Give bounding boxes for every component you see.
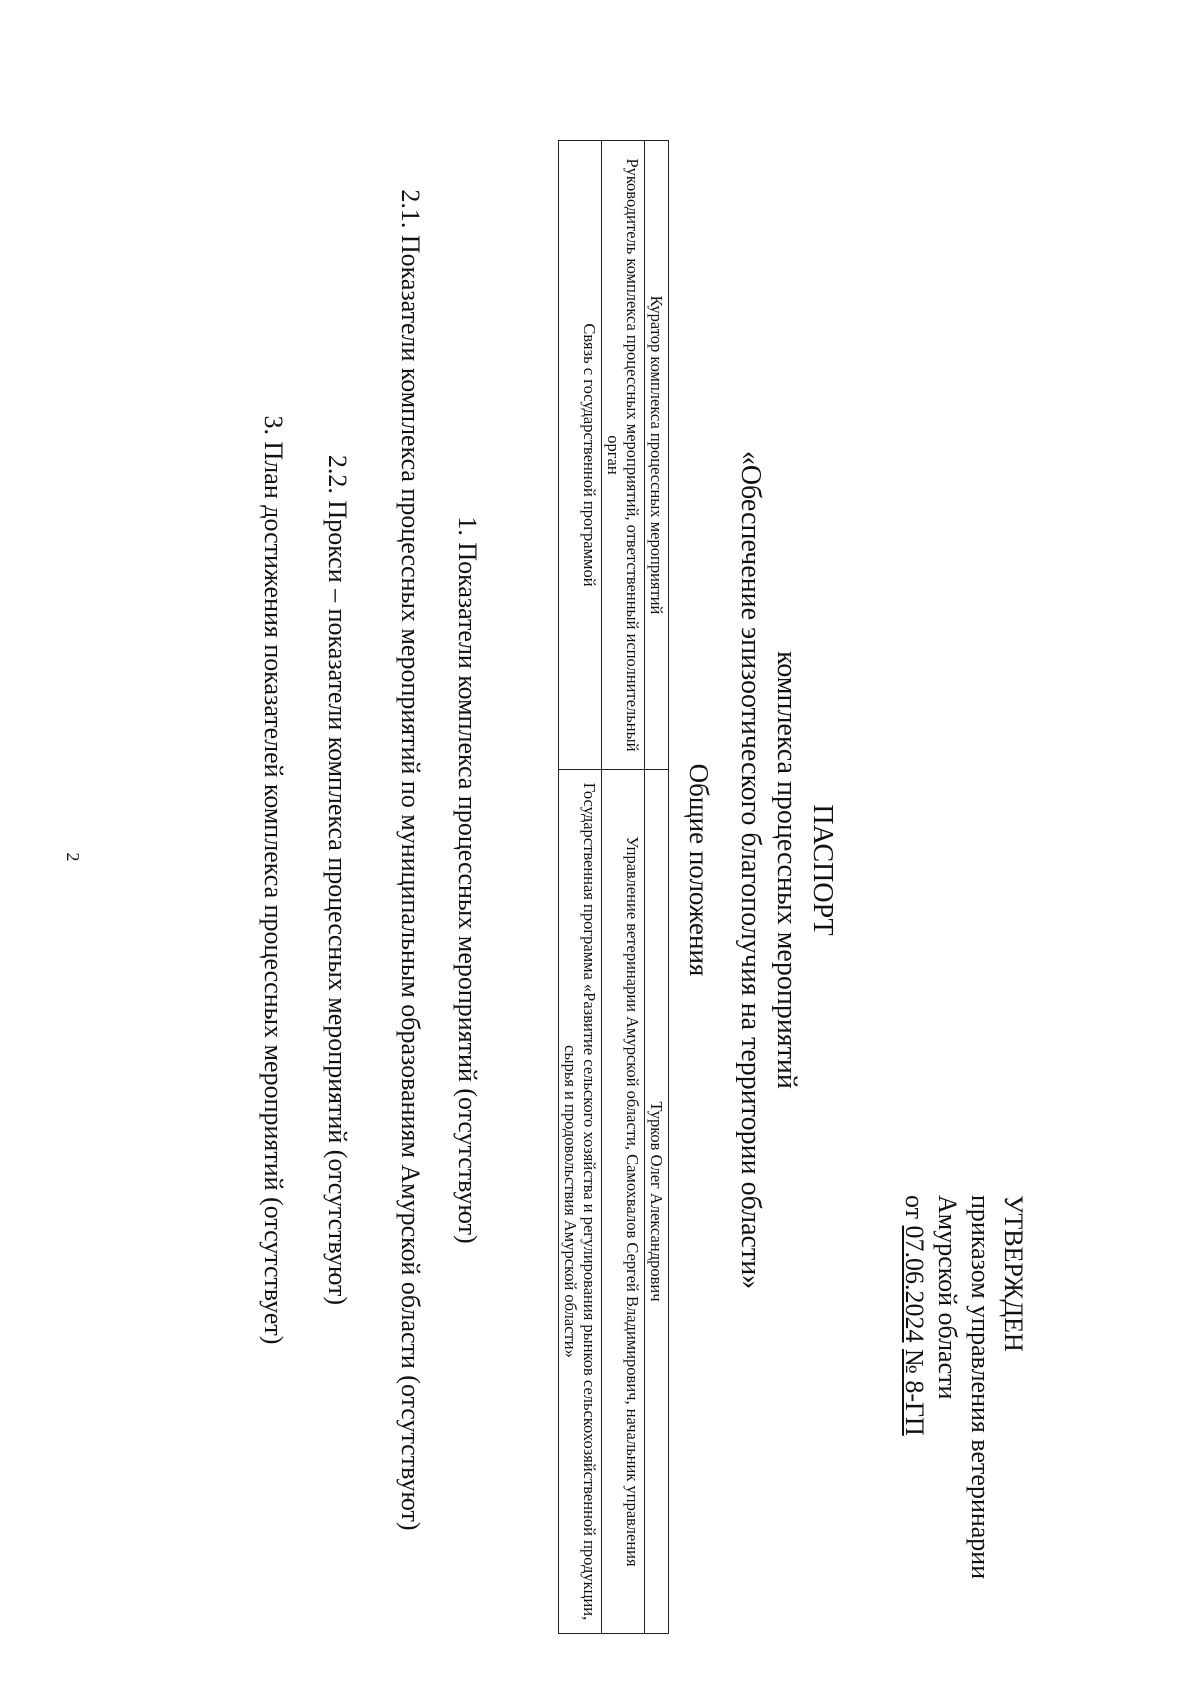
section-2-1-heading: 2.1. Показатели комплекса процессных мероприятий по муниципальным образованиям Амурской области (отсутствуют) bbox=[396, 189, 425, 1531]
table-row bbox=[559, 141, 602, 1634]
table-row bbox=[602, 141, 645, 1634]
section-3-heading: 3. План достижения показателей комплекса процессных мероприятий (отсутствует) bbox=[259, 415, 288, 1345]
table-cell-value: Государственная программа «Развитие сельского хозяйства и регулирования рынков сельскохозяйственной продукции, сырья и продовольствия Амурской области» bbox=[559, 770, 602, 1634]
approval-date: 07.06.2024 bbox=[900, 1225, 929, 1343]
approval-line-2: Амурской области bbox=[933, 1195, 962, 1400]
table-cell-value-text: Управление ветеринарии Амурской области, Самохвалов Сергей Владимирович, начальник управления bbox=[623, 836, 642, 1567]
approval-title: УТВЕРЖДЕН bbox=[999, 1195, 1028, 1352]
approval-no-label: № bbox=[900, 1349, 929, 1381]
section-1-heading: 1. Показатели комплекса процессных мероприятий (отсутствуют) bbox=[453, 516, 482, 1244]
approval-date-line bbox=[898, 1195, 931, 1665]
table-cell-value: Турков Олег Александрович bbox=[645, 770, 669, 1634]
general-heading: Общие положения bbox=[684, 763, 714, 977]
page-number: 2 bbox=[63, 852, 83, 862]
table-row bbox=[645, 141, 669, 1634]
approval-number: 8-ГП bbox=[900, 1380, 929, 1436]
document-title: ПАСПОРТ bbox=[807, 804, 838, 936]
table-cell-label: Связь с государственной программой bbox=[559, 141, 602, 770]
table-cell-label: Руководитель комплекса процессных мероприятий, ответственный исполнительный орган bbox=[602, 141, 645, 770]
table-cell-value bbox=[602, 770, 645, 1634]
table-cell-label: Куратор комплекса процессных мероприятий bbox=[645, 141, 669, 770]
approval-block bbox=[898, 1195, 1030, 1665]
approval-line-1: приказом управления ветеринарии bbox=[966, 1195, 995, 1580]
document-name: «Обеспечение эпизоотического благополучия на территории области» bbox=[735, 450, 766, 1290]
document-title-block bbox=[732, 200, 840, 1540]
document-subtitle: комплекса процессных мероприятий bbox=[771, 651, 802, 1089]
general-table bbox=[558, 140, 669, 1634]
section-2-2-heading: 2.2. Прокси – показатели комплекса процессных мероприятий (отсутствуют) bbox=[323, 454, 352, 1306]
approval-prefix: от bbox=[900, 1195, 929, 1226]
